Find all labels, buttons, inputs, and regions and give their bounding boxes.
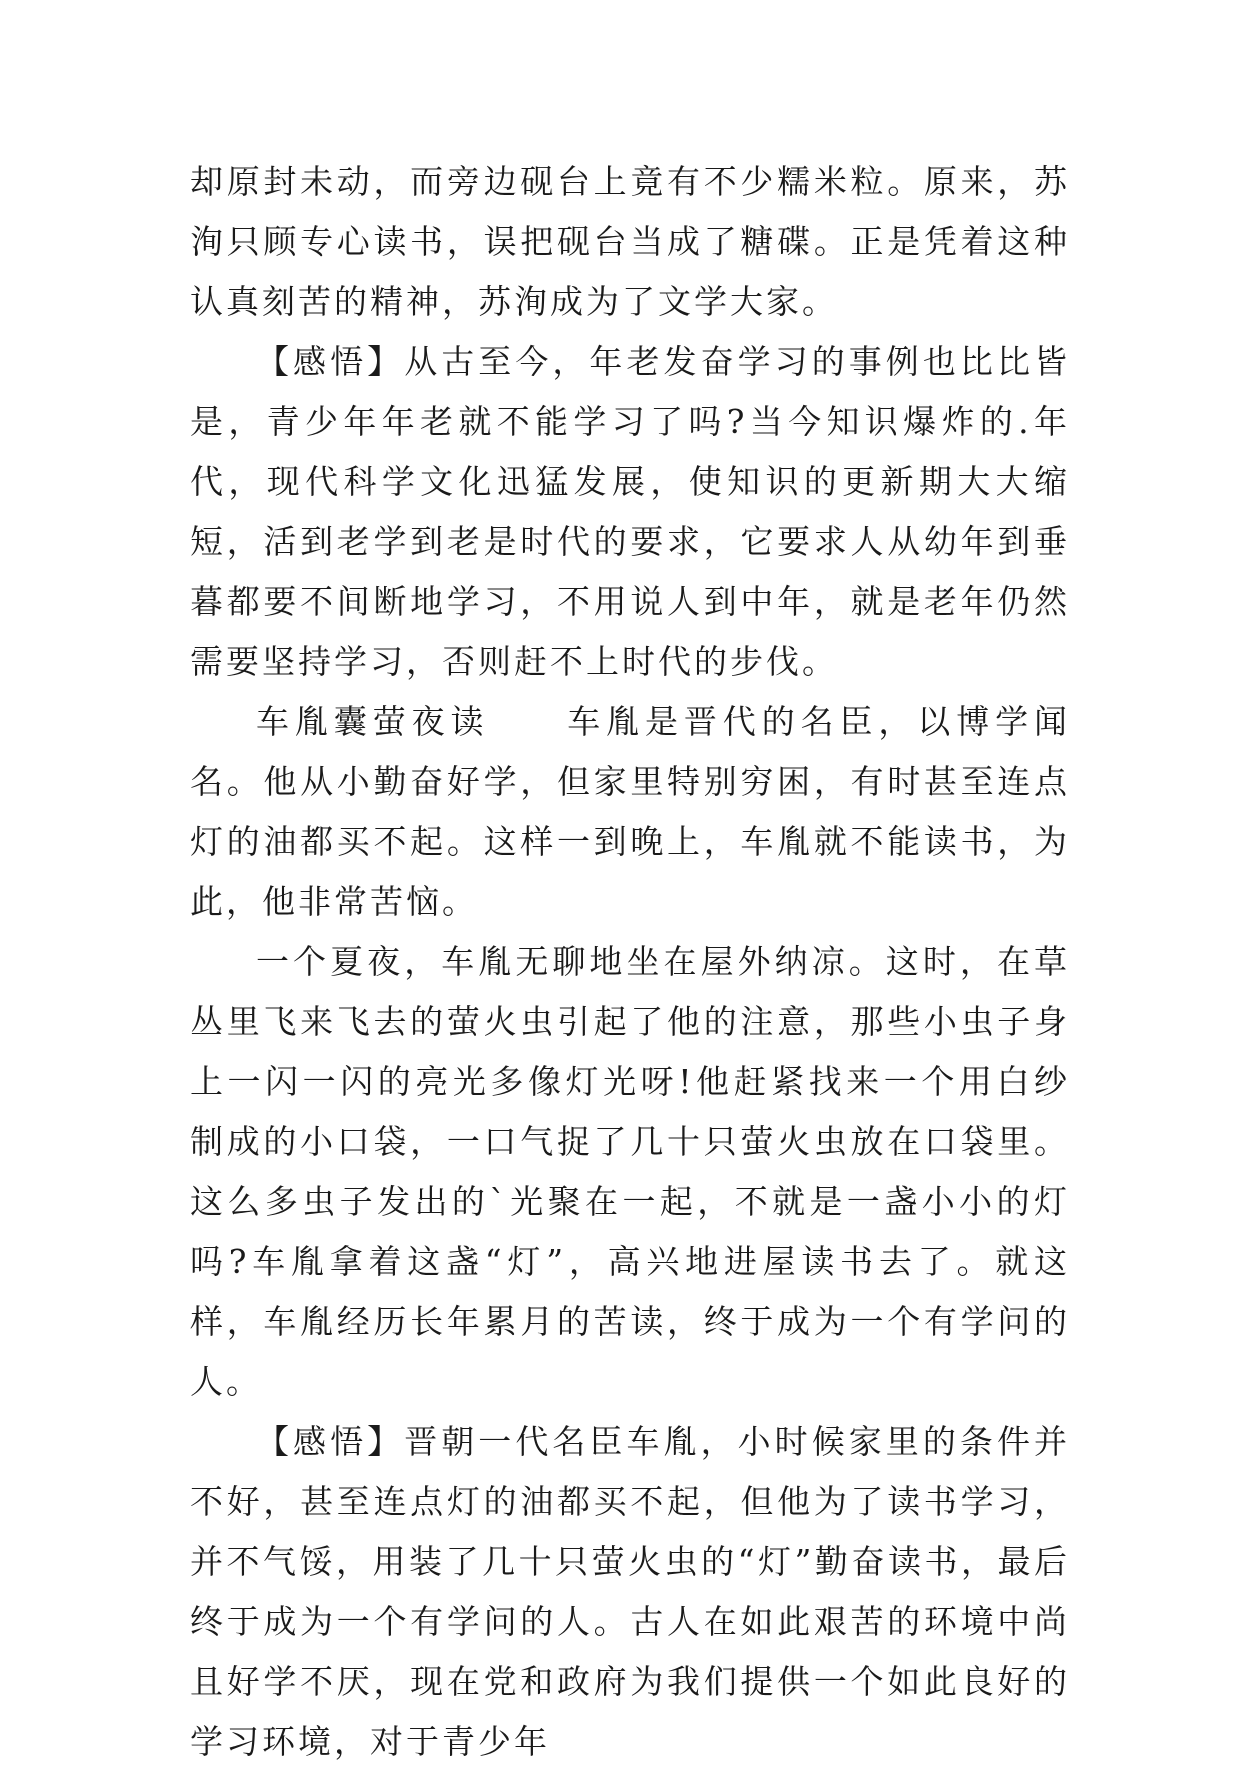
paragraph-1: 却原封未动，而旁边砚台上竟有不少糯米粒。原来，苏洵只顾专心读书，误把砚台当成了糖碟。正是凭着这种认真刻苦的精神，苏洵成为了文学大家。 [190, 162, 1070, 321]
paragraph-4: 一个夏夜，车胤无聊地坐在屋外纳凉。这时，在草丛里飞来飞去的萤火虫引起了他的注意，那些小虫子身上一闪一闪的亮光多像灯光呀!他赶紧找来一个用白纱制成的小口袋，一口气捉了几十只萤火虫放在口袋里。这么多虫子发出的`光聚在一起，不就是一盏小小的灯吗?车胤拿着这盏“灯”，高兴地进屋读书去了。就这样，车胤经历长年累月的苦读，终于成为一个有学问的人。 [190, 942, 1070, 1401]
document-body [190, 152, 1070, 1772]
paragraph-2: 【感悟】从古至今，年老发奋学习的事例也比比皆是，青少年年老就不能学习了吗?当今知识爆炸的.年代，现代科学文化迅猛发展，使知识的更新期大大缩短，活到老学到老是时代的要求，它要求人从幼年到垂暮都要不间断地学习，不用说人到中年，就是老年仍然需要坚持学习，否则赶不上时代的步伐。 [190, 342, 1070, 681]
paragraph-5: 【感悟】晋朝一代名臣车胤，小时候家里的条件并不好，甚至连点灯的油都买不起，但他为了读书学习，并不气馁，用装了几十只萤火虫的“灯”勤奋读书，最后终于成为一个有学问的人。古人在如此艰苦的环境中尚且好学不厌，现在党和政府为我们提供一个如此良好的学习环境，对于青少年 [190, 1422, 1070, 1761]
paragraph-3: 车胤囊萤夜读 车胤是晋代的名臣，以博学闻名。他从小勤奋好学，但家里特别穷困，有时甚至连点灯的油都买不起。这样一到晚上，车胤就不能读书，为此，他非常苦恼。 [190, 702, 1070, 921]
